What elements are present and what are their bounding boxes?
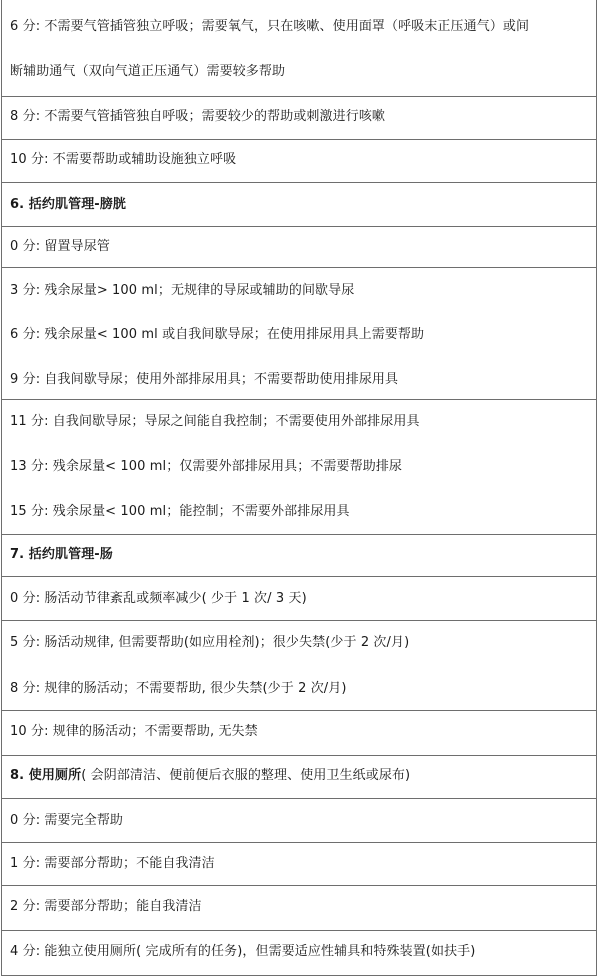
score-text: 8 分: 规律的肠活动；不需要帮助, 很少失禁(少于 2 次/月) bbox=[10, 681, 347, 696]
score-text: 4 分: 能独立使用厕所( 完成所有的任务)，但需要适应性辅具和特殊装置(如扶手) bbox=[10, 944, 476, 959]
score-text: 15 分: 残余尿量< 100 ml；能控制；不需要外部排尿用具 bbox=[10, 504, 350, 519]
score-text: 1 分: 需要部分帮助；不能自我清洁 bbox=[10, 856, 215, 871]
table-row bbox=[2, 711, 596, 756]
table-row bbox=[2, 400, 596, 535]
table-row bbox=[2, 97, 596, 140]
section-title bbox=[10, 767, 592, 785]
table-row bbox=[2, 0, 596, 97]
score-text: 0 分: 肠活动节律紊乱或频率减少( 少于 1 次/ 3 天) bbox=[10, 591, 307, 606]
scoring-table bbox=[1, 0, 597, 976]
score-text: 0 分: 留置导尿管 bbox=[10, 239, 110, 254]
section-title-note: ( 会阴部清洁、便前便后衣服的整理、使用卫生纸或尿布) bbox=[81, 768, 411, 783]
section-title: 6. 括约肌管理-膀胱 bbox=[10, 197, 127, 212]
table-row bbox=[2, 268, 596, 400]
score-text: 8 分: 不需要气管插管独自呼吸；需要较少的帮助或刺激进行咳嗽 bbox=[10, 109, 386, 124]
score-text: 断辅助通气（双向气道正压通气）需要较多帮助 bbox=[10, 64, 286, 79]
score-text: 6 分: 不需要气管插管独立呼吸；需要氧气，只在咳嗽、使用面罩（呼吸末正压通气）或间 bbox=[10, 19, 530, 34]
table-row bbox=[2, 140, 596, 183]
table-row bbox=[2, 799, 596, 843]
section-title-bold: 8. 使用厕所 bbox=[10, 768, 82, 783]
table-row bbox=[2, 886, 596, 931]
score-text: 10 分: 不需要帮助或辅助设施独立呼吸 bbox=[10, 152, 237, 167]
score-text: 3 分: 残余尿量> 100 ml；无规律的导尿或辅助的间歇导尿 bbox=[10, 283, 355, 298]
score-text: 0 分: 需要完全帮助 bbox=[10, 813, 124, 828]
score-text: 13 分: 残余尿量< 100 ml；仅需要外部排尿用具；不需要帮助排尿 bbox=[10, 459, 403, 474]
section-title: 7. 括约肌管理-肠 bbox=[10, 547, 113, 562]
score-text: 6 分: 残余尿量< 100 ml 或自我间歇导尿；在使用排尿用具上需要帮助 bbox=[10, 327, 425, 342]
table-row bbox=[2, 843, 596, 886]
table-row bbox=[2, 577, 596, 621]
section-header-row bbox=[2, 756, 596, 799]
score-text: 2 分: 需要部分帮助；能自我清洁 bbox=[10, 899, 202, 914]
table-row bbox=[2, 931, 596, 976]
section-header-row bbox=[2, 183, 596, 227]
section-header-row bbox=[2, 535, 596, 577]
score-text: 10 分: 规律的肠活动；不需要帮助, 无失禁 bbox=[10, 724, 258, 739]
table-row bbox=[2, 227, 596, 268]
score-text: 9 分: 自我间歇导尿；使用外部排尿用具；不需要帮助使用排尿用具 bbox=[10, 372, 399, 387]
table-row bbox=[2, 621, 596, 711]
score-text: 11 分: 自我间歇导尿；导尿之间能自我控制；不需要使用外部排尿用具 bbox=[10, 414, 420, 429]
score-text: 5 分: 肠活动规律, 但需要帮助(如应用栓剂)；很少失禁(少于 2 次/月) bbox=[10, 635, 410, 650]
